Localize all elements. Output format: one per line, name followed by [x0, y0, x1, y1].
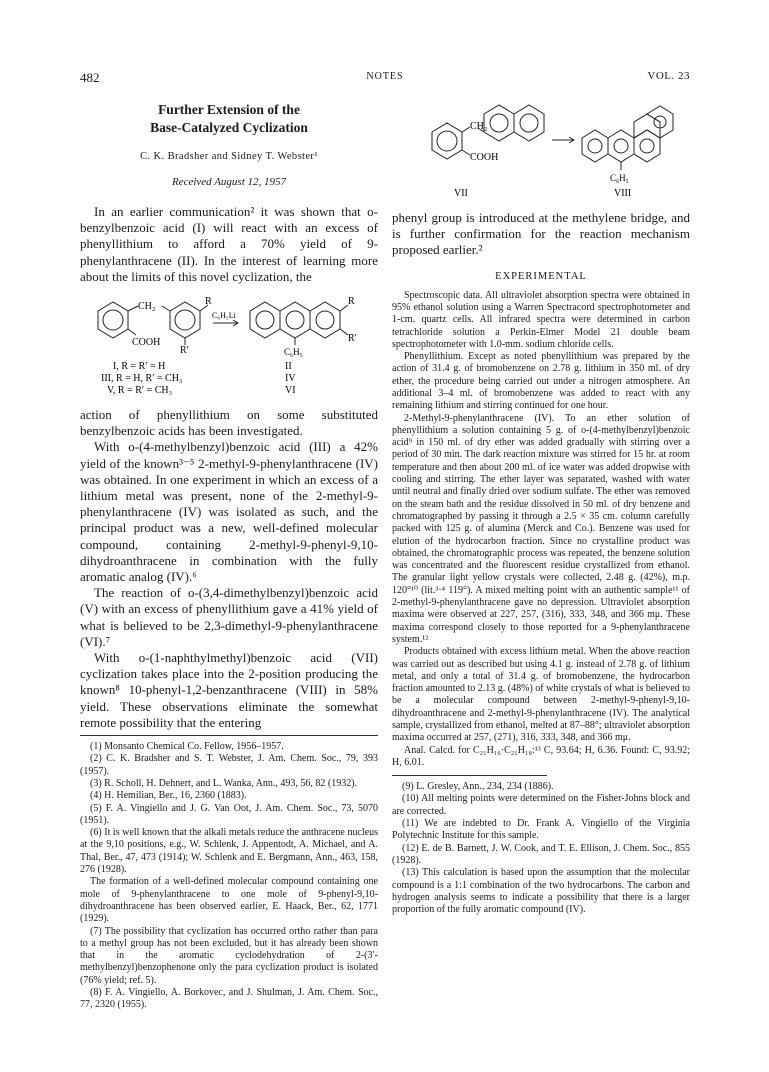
label-r-prime: R′ [180, 345, 189, 357]
label-cooh: COOH [470, 152, 499, 163]
label-compound-viii: VIII [614, 188, 632, 199]
section-heading: EXPERIMENTAL [495, 270, 587, 282]
article-authors: C. K. Bradsher and Sidney T. Webster¹ [140, 151, 318, 162]
analysis-line: Anal. Calcd. for C₂₁H₁₆·C₂₁H₁₈:¹³ C, 93.64; H, 6.36. Found: C, 93.92; H, 6.01. [392, 744, 690, 768]
experimental-paragraph: Phenyllithium. Except as noted phenyllithium was prepared by the action of 31.4 g. of bromobenzene on 2.78 g. lithium in 350 ml. of dry ether, the procedure being carried out under a nitrogen atmosphere. An additional 3–4 ml. of bromobenzene was added to react with any remaining lithium and stirring continued for one hour. [392, 351, 690, 412]
footnote: (10) All melting points were determined on the Fisher-Johns block and are corrected. [392, 793, 690, 817]
compound-row1: I, R = R′ = H [113, 361, 166, 373]
experimental-paragraph: Spectroscopic data. All ultraviolet absorption spectra were obtained in 95% ethanol solution using a Warren Spectracord spectrophotometer and 1-cm. quartz cells. All infrared spectra were determined in carbon tetrachloride solution a Perkin-Elmer Model 21 double beam spectrophotometer with 1.0-mm. sodium chloride cells. [392, 289, 690, 350]
label-phenyl: C₆H₅ [610, 173, 629, 183]
footnote: (7) The possibility that cyclization has occurred ortho rather than para to a methyl group has not been excluded, but it has already been shown that in the aromatic cyclodehydration of 2-(3′-methylbenzyl)benzophenone only the para cyclization product is isolated (76% yield; ref. 5). [80, 925, 378, 986]
body-paragraph: With o-(4-methylbenzyl)benzoic acid (III) a 42% yield of the known³⁻⁵ 2-methyl-9-phenylanthracene (IV) was obtained. In one experiment in which an excess of a lithium metal was present, none of the 2-methyl-9-phenylanthracene (IV) was isolated as such, and the principal product was a new, well-defined molecular compound, containing 2-methyl-9-phenyl-9,10-dihydroanthracene in combination with the fully aromatic analog (IV).⁶ [80, 439, 378, 585]
reaction-scheme-benzanthracene [392, 98, 690, 206]
label-ch2: CH₂ [138, 301, 156, 313]
footnote: (6) It is well known that the alkali metals reduce the anthracene nucleus at the 9,10 positions, e.g., W. Schlenk, J. Appentodt, A. Michael, and A. Thal, Ber., 47, 473 (1914); W. Schlenk and E. Bergmann, Ann., 463, 158, 276 (1928). [80, 827, 378, 876]
compound-row2: III, R = H, R′ = CH₃ [101, 373, 183, 385]
article-title-line2: Base-Catalyzed Cyclization [150, 120, 308, 135]
reaction-scheme-drawing [80, 293, 378, 403]
footnote: (1) Monsanto Chemical Co. Fellow, 1956–1957. [90, 741, 284, 753]
left-column [80, 98, 378, 1012]
received-date: Received August 12, 1957 [171, 176, 287, 188]
footnote: (9) L. Gresley, Ann., 234, 234 (1886). [402, 781, 554, 793]
footnote: (8) F. A. Vingiello, A. Borkovec, and J. Shulman, J. Am. Chem. Soc., 77, 2320 (1955). [80, 987, 378, 1011]
body-paragraph: With o-(1-naphthylmethyl)benzoic acid (VII) cyclization takes place into the 2-position producing the known⁸ 10-phenyl-1,2-benzanthracene (VIII) in 58% yield. These observations eliminate the somewhat remote possibility that the entering [80, 650, 378, 730]
label-r-product: R [348, 296, 355, 308]
compound-row3: V, R = R′ = CH₃ [107, 385, 173, 397]
compound-row3-product: VI [285, 385, 296, 397]
experimental-paragraph: 2-Methyl-9-phenylanthracene (IV). To an ether solution of phenyllithium a solution containing 5 g. of o-(4-methylbenzyl)benzoic acid⁹ in 150 ml. of dry ether was added gradually with stirring over a period of 30 min. The dark reaction mixture was stirred for 15 hr. at room temperature and then about 200 ml. of ice water was added dropwise with cooling and stirring. The ether layer was separated, washed with water until neutral and finally dried over sodium sulfate. The ether was removed on the steam bath and the residue dissolved in 50 ml. of dry benzene and chromatographed by passing it through a 2.5 × 35 cm. column carefully packed with 125 g. of alumina (Merck and Co.). Benzene was used for elution of the hydrocarbon fraction. Since no crystalline product was obtained, the chromatographic process was repeated, the benzene solution was concentrated and the fluorescent residue crystallized from ethanol. The granular light yellow crystals were collected, 2.48 g. (42%), m.p. 120°¹⁰ (lit.³·⁴ 119°). A mixed melting point with an authentic sample¹¹ of 2-methyl-9-phenylanthracene gave no depression. Ultraviolet absorption maxima were observed at 227, 257, (316), 333, 348, and 366 mμ. These maxima correspond closely to those reported for a 9-phenylanthracene system.¹² [392, 412, 690, 645]
body-paragraph: phenyl group is introduced at the methylene bridge, and is further confirmation for the reaction mechanism proposed earlier.² [392, 210, 690, 258]
body-paragraph: action of phenyllithium on some substituted benzylbenzoic acids has been investigated. [80, 407, 378, 439]
footnote: (4) H. Hemilian, Ber., 16, 2360 (1883). [90, 790, 247, 802]
experimental-paragraph: Products obtained with excess lithium metal. When the above reaction was carried out as described but using 4.1 g. instead of 2.78 g. of lithium metal, and only a total of 31.4 g. of bromobenzene, the hydrocarbon fraction amounted to 2.13 g. (48%) of white crystals of what is believed to be a molecular compound between 2-methyl-9-phenyl-9,10-dihydroanthracene and 2-methyl-9-phenylanthracene (IV). The analytical sample, crystallized from ethanol, melted at 87–88°; ultraviolet absorption maxima occurred at 257, (271), 316, 333, 348, and 366 mμ. [392, 646, 690, 744]
article-title-line1: Further Extension of the [158, 102, 300, 117]
running-head: NOTES [366, 71, 404, 82]
label-ch2: CH₂ [470, 121, 488, 132]
footnote: (13) This calculation is based upon the assumption that the molecular compound is a 1:1 combination of the two hydrocarbons. The carbon and hydrogen analysis seems to indicate a possibility that there is a larger proportion of the fully aromatic compound (IV). [392, 867, 690, 916]
footnote: (3) R. Scholl, H. Dehnert, and L. Wanka, Ann., 493, 56, 82 (1932). [90, 777, 358, 789]
footnote: (2) C. K. Bradsher and S. T. Webster, J. Am. Chem. Soc., 79, 393 (1957). [80, 753, 378, 777]
label-compound-vii: VII [454, 188, 468, 199]
intro-paragraph: In an earlier communication² it was shown that o-benzylbenzoic acid (I) will react with an excess of phenyllithium to afford a 70% yield of 9-phenylanthracene (II). In the interest of learning more about the limits of this novel cyclization, the [80, 204, 378, 284]
label-reagent: C₆H₅Li [212, 311, 236, 321]
page-number: 482 [80, 70, 100, 85]
label-phenyl: C₆H₅ [284, 347, 303, 358]
volume-label: VOL. 23 [647, 70, 690, 82]
compound-row2-product: IV [285, 373, 296, 385]
footnote: (11) We are indebted to Dr. Frank A. Vingiello of the Virginia Polytechnic Institute for this sample. [392, 818, 690, 842]
footnote: (5) F. A. Vingiello and J. G. Van Oot, J. Am. Chem. Soc., 73, 5070 (1951). [80, 802, 378, 826]
compound-row1-product: II [285, 361, 292, 373]
footnote: The formation of a well-defined molecular compound containing one mole of 9-phenylanthracene to one mole of 9-phenyl-9,10-dihydroanthracene has been observed earlier, E. Haack, Ber., 62, 1771 (1929). [80, 876, 378, 925]
label-r-prime-product: R′ [348, 333, 357, 345]
right-column [392, 98, 690, 916]
label-cooh: COOH [132, 337, 161, 349]
reaction-scheme-anthracene [80, 293, 378, 403]
label-r: R [205, 296, 212, 308]
page-header [80, 70, 690, 86]
footnote-divider [392, 775, 547, 776]
footnote: (12) E. de B. Barnett, J. W. Cook, and T. E. Ellison, J. Chem. Soc., 855 (1928). [392, 842, 690, 866]
reaction-scheme-2-drawing [392, 98, 690, 206]
footnote-divider [80, 735, 378, 736]
body-paragraph: The reaction of o-(3,4-dimethylbenzyl)benzoic acid (V) with an excess of phenyllithium gave a 41% yield of what is believed to be 2,3-dimethyl-9-phenylanthracene (VI).⁷ [80, 585, 378, 649]
